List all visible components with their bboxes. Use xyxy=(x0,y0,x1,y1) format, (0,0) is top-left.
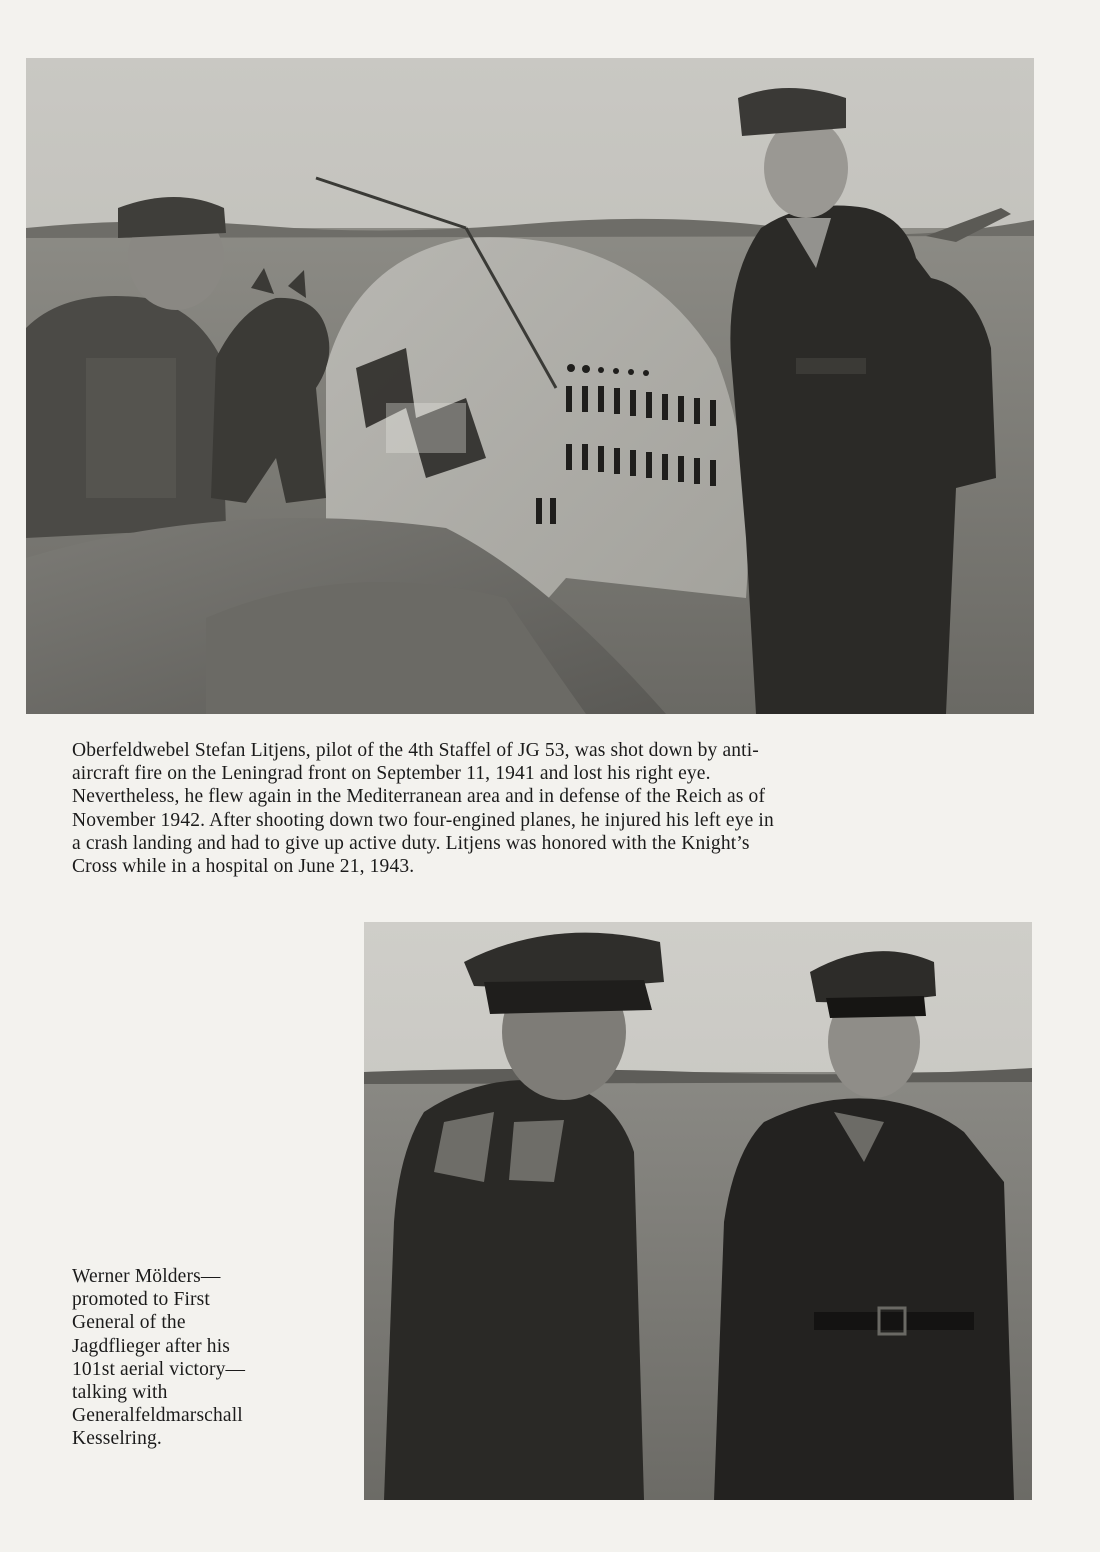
caption-line: November 1942. After shooting down two four-engined planes, he injured his left eye in xyxy=(72,809,774,831)
caption-moelders xyxy=(72,1265,322,1451)
caption-line: promoted to First xyxy=(72,1289,210,1311)
caption-line: a crash landing and had to give up active duty. Litjens was honored with the Knight’s xyxy=(72,832,750,854)
caption-line: Nevertheless, he flew again in the Mediterranean area and in defense of the Reich as of xyxy=(72,786,766,808)
caption-line: Generalfeldmarschall xyxy=(72,1405,243,1427)
photo-bottom-illustration xyxy=(364,922,1032,1500)
caption-line: talking with xyxy=(72,1382,168,1404)
photo-officers-on-airfield xyxy=(364,922,1032,1500)
photo-top-illustration xyxy=(26,58,1034,714)
caption-line: Cross while in a hospital on June 21, 1943. xyxy=(72,856,415,878)
caption-line: Jagdflieger after his xyxy=(72,1335,230,1357)
photo-pilots-at-aircraft-tail xyxy=(26,58,1034,714)
caption-line: aircraft fire on the Leningrad front on September 11, 1941 and lost his right eye. xyxy=(72,763,711,785)
caption-line: 101st aerial victory— xyxy=(72,1358,246,1380)
caption-line: General of the xyxy=(72,1312,186,1334)
caption-litjens xyxy=(72,739,932,878)
caption-line: Werner Mölders— xyxy=(72,1266,221,1287)
caption-line: Oberfeldwebel Stefan Litjens, pilot of the 4th Staffel of JG 53, was shot down by anti- xyxy=(72,740,759,761)
caption-line: Kesselring. xyxy=(72,1428,162,1450)
